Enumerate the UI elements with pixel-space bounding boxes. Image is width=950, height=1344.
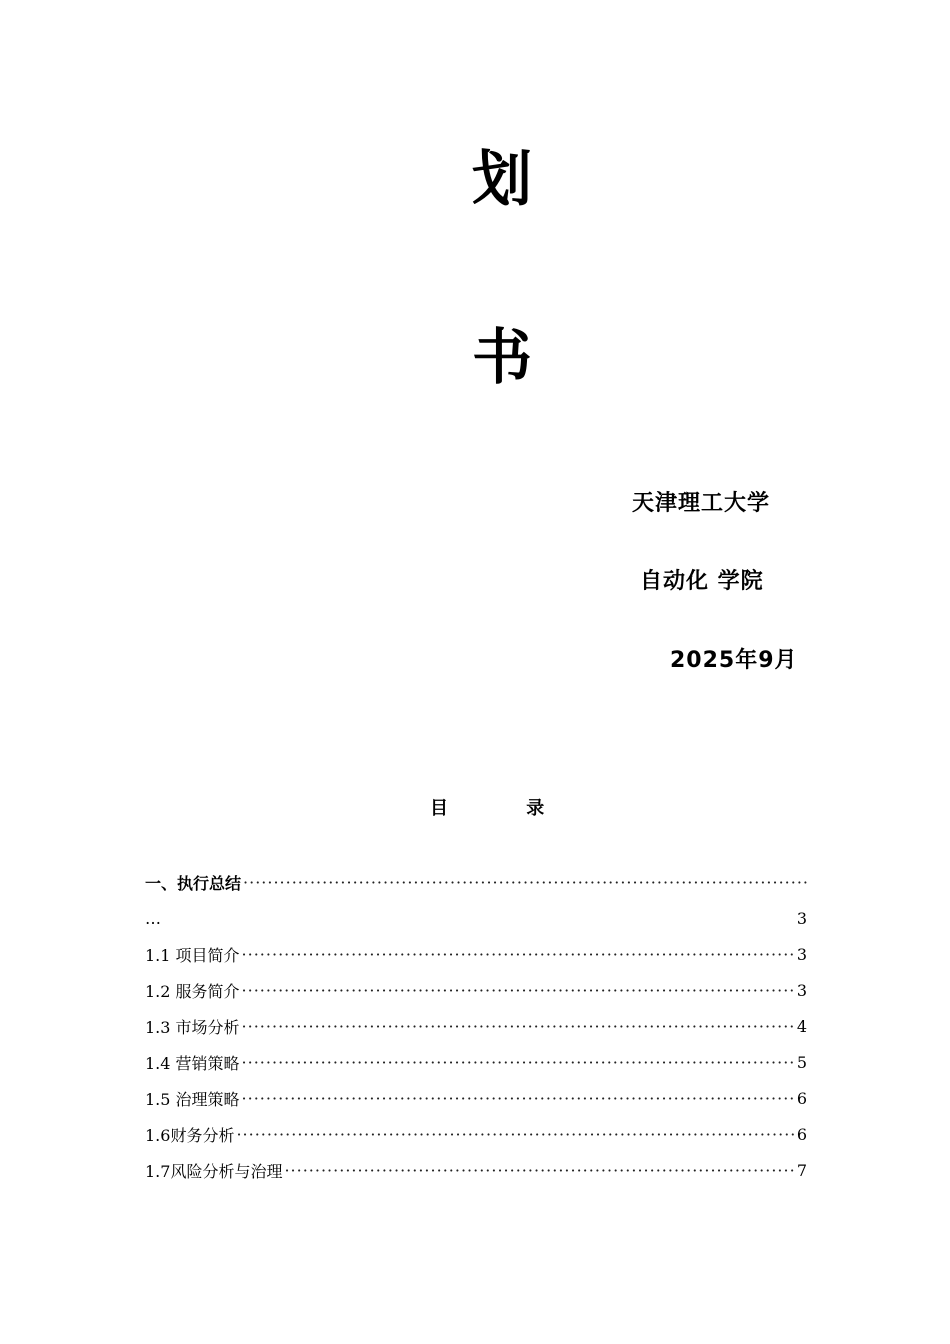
toc-item-page: 6 bbox=[796, 1124, 807, 1144]
toc-item-page: 3 bbox=[796, 980, 807, 1000]
toc-leader-dots bbox=[242, 1053, 795, 1072]
toc-item-page: 5 bbox=[796, 1052, 807, 1072]
college-name: 自动化 学院 bbox=[640, 569, 764, 594]
toc-item-page: 6 bbox=[796, 1088, 807, 1108]
toc-heading-page: 3 bbox=[796, 908, 807, 928]
toc-item[interactable] bbox=[145, 1008, 807, 1044]
toc-item[interactable] bbox=[145, 972, 807, 1008]
university-name: 天津理工大学 bbox=[632, 491, 771, 516]
toc-leader-dots bbox=[242, 1017, 795, 1036]
toc-item-label: 1.4 营销策略 bbox=[145, 1053, 240, 1073]
toc-leader-dots bbox=[243, 873, 807, 892]
toc-item-label: 1.6财务分析 bbox=[145, 1125, 235, 1145]
toc-item[interactable] bbox=[145, 1080, 807, 1116]
cover-title-char-1: 划 bbox=[472, 145, 532, 215]
toc-item-label: 1.1 项目简介 bbox=[145, 945, 240, 965]
toc-item[interactable] bbox=[145, 936, 807, 972]
toc-heading-label: 一、执行总结 bbox=[145, 873, 242, 893]
toc-item-page: 4 bbox=[796, 1016, 807, 1036]
toc-item-page: 3 bbox=[796, 944, 807, 964]
toc-heading-row[interactable] bbox=[145, 864, 807, 900]
toc-item-page: 7 bbox=[796, 1160, 807, 1180]
cover-title-char-2: 书 bbox=[472, 323, 532, 393]
toc-heading-continuation: … bbox=[145, 908, 162, 928]
toc-leader-dots bbox=[242, 981, 795, 1000]
toc-item[interactable] bbox=[145, 1044, 807, 1080]
toc-leader-dots bbox=[242, 1089, 795, 1108]
toc-item-label: 1.5 治理策略 bbox=[145, 1089, 240, 1109]
toc-item-label: 1.3 市场分析 bbox=[145, 1017, 240, 1037]
toc-item-label: 1.2 服务简介 bbox=[145, 981, 240, 1001]
toc-item[interactable] bbox=[145, 1116, 807, 1152]
toc-leader-dots bbox=[242, 945, 795, 964]
toc-leader-dots bbox=[284, 1161, 794, 1180]
toc-heading-continuation-row bbox=[145, 900, 807, 936]
toc-item-label: 1.7风险分析与治理 bbox=[145, 1161, 283, 1181]
toc-title: 目 录 bbox=[430, 798, 581, 819]
table-of-contents bbox=[145, 864, 807, 1188]
toc-item[interactable] bbox=[145, 1152, 807, 1188]
toc-leader-dots bbox=[236, 1125, 794, 1144]
document-date: 2025年9月 bbox=[670, 648, 798, 673]
